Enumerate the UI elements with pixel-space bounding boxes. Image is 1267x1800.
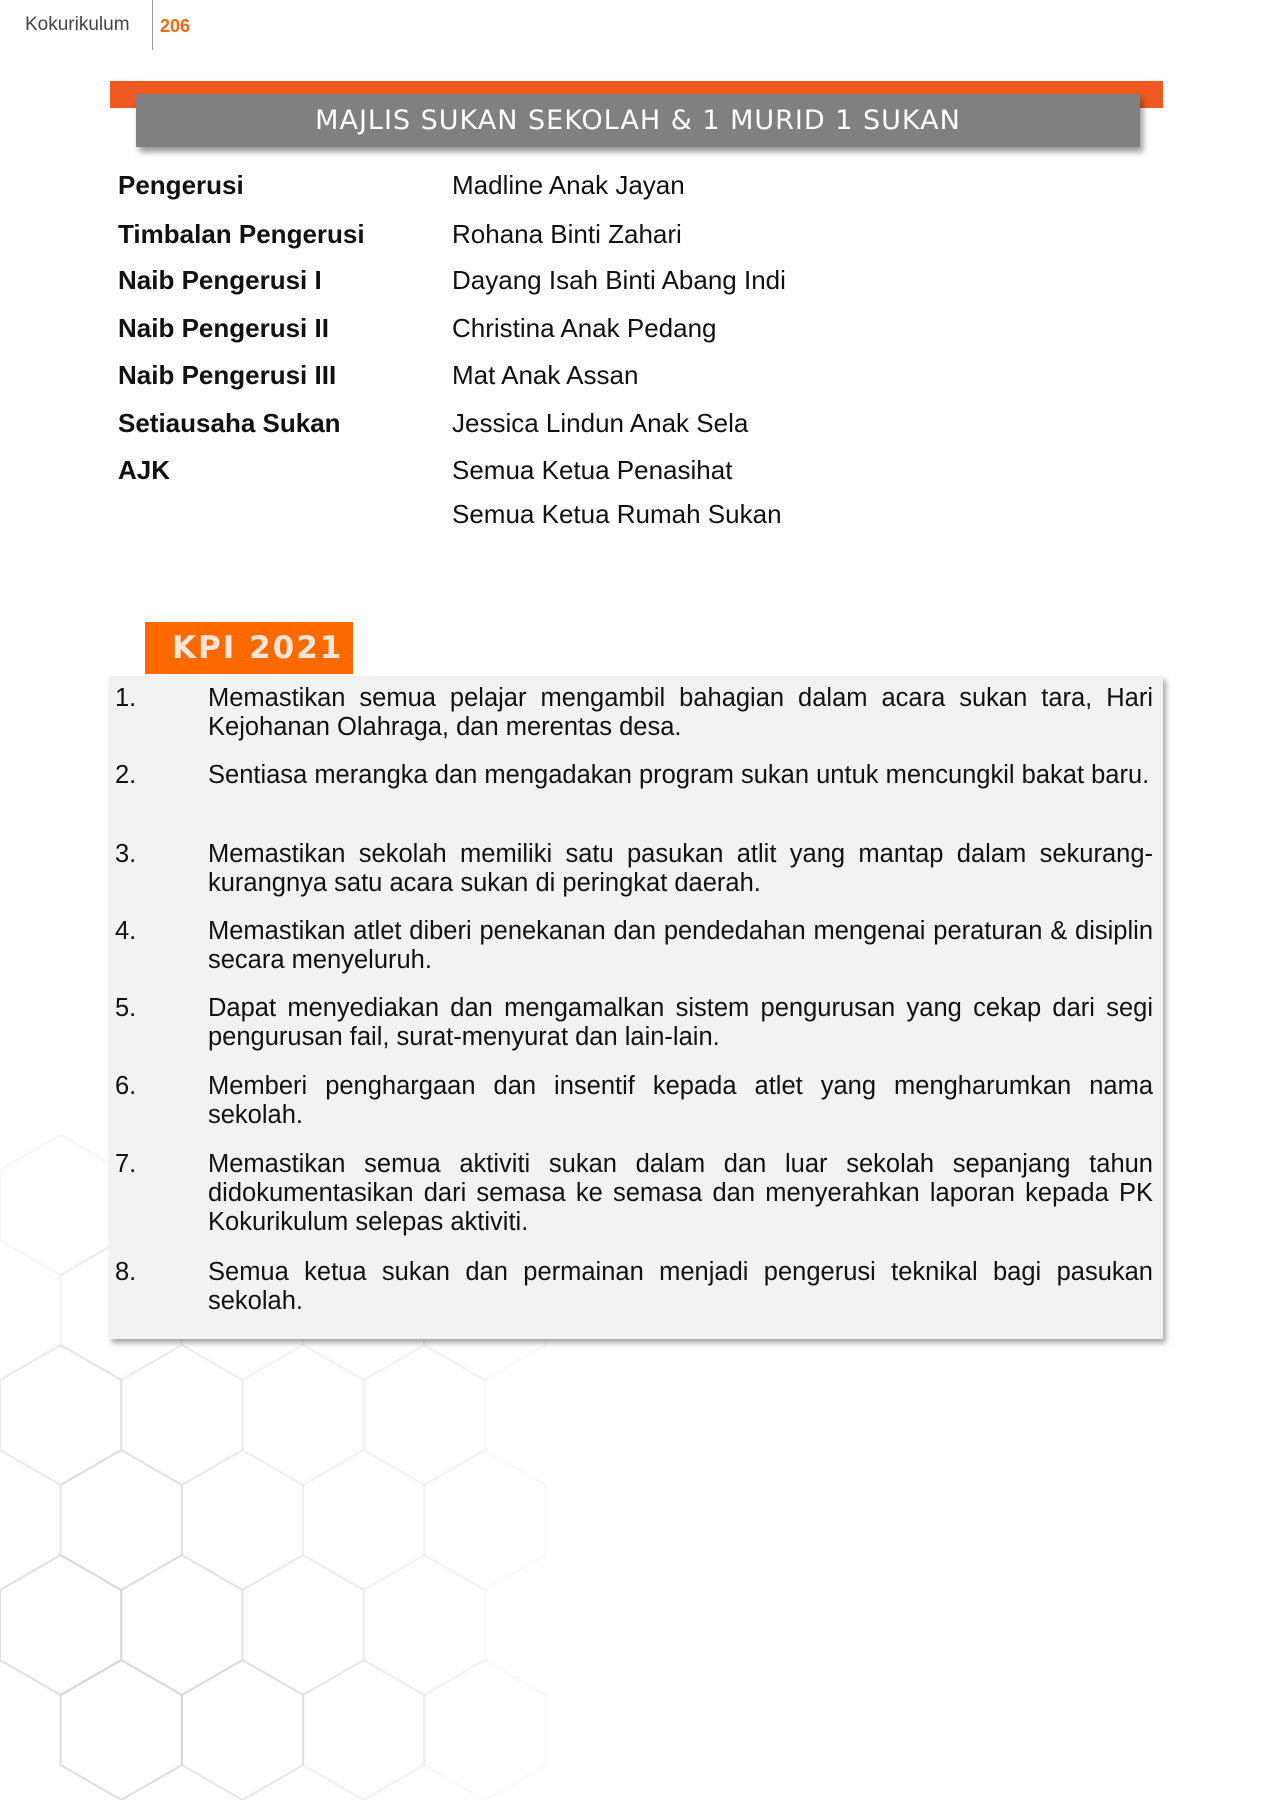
role-label: Timbalan Pengerusi (118, 219, 365, 249)
member-name: Semua Ketua Rumah Sukan (452, 499, 782, 529)
section-label: Kokurikulum (25, 14, 130, 35)
kpi-number: 6. (115, 1072, 137, 1100)
role-label: Naib Pengerusi II (118, 313, 329, 343)
kpi-number: 8. (115, 1258, 137, 1286)
kpi-number: 3. (115, 840, 137, 868)
hexagon-shape (364, 1345, 485, 1485)
kpi-number: 2. (115, 761, 137, 789)
kpi-text: Semua ketua sukan dan permainan menjadi pengerusi teknikal bagi pasukan sekolah. (208, 1258, 1153, 1315)
member-name: Christina Anak Pedang (452, 313, 717, 343)
kpi-text: Dapat menyediakan dan mengamalkan sistem pengurusan yang cekap dari segi pengurusan fail, surat-menyurat dan lain-lain. (208, 994, 1153, 1051)
hexagon-shape (243, 1555, 364, 1695)
role-label: Setiausaha Sukan (118, 408, 341, 438)
page-title: MAJLIS SUKAN SEKOLAH & 1 MURID 1 SUKAN (136, 94, 1140, 147)
page-number: 206 (160, 16, 191, 36)
member-name: Semua Ketua Penasihat (452, 455, 733, 485)
kpi-text: Memastikan atlet diberi penekanan dan pendedahan mengenai peraturan & disiplin secara menyeluruh. (208, 917, 1153, 974)
role-label: AJK (118, 455, 171, 485)
kpi-text: Memastikan sekolah memiliki satu pasukan atlit yang mantap dalam sekurang-kurangnya satu acara sukan di peringkat daerah. (208, 840, 1153, 897)
hexagon-shape (364, 1555, 485, 1695)
hexagon-shape (0, 1555, 121, 1695)
member-name: Jessica Lindun Anak Sela (452, 408, 749, 438)
member-name: Mat Anak Assan (452, 360, 639, 390)
member-name: Rohana Binti Zahari (452, 219, 682, 249)
kpi-number: 7. (115, 1150, 137, 1178)
hexagon-shape (182, 1450, 303, 1590)
kpi-text: Sentiasa merangka dan mengadakan program sukan untuk mencungkil bakat baru. (208, 761, 1150, 789)
hexagon-shape (121, 1345, 242, 1485)
role-label: Pengerusi (118, 170, 244, 200)
hexagon-shape (0, 1135, 121, 1275)
hexagon-shape (424, 1660, 545, 1800)
kpi-heading: KPI 2021 (145, 622, 353, 674)
kpi-text: Memastikan semua aktiviti sukan dalam dan luar sekolah sepanjang tahun didokumentasikan dari semasa ke semasa dan menyerahkan laporan kepada PK Kokurikulum selepas aktiviti. (208, 1150, 1153, 1236)
kpi-text: Memastikan semua pelajar mengambil bahagian dalam acara sukan tara, Hari Kejohanan Olahraga, dan merentas desa. (208, 684, 1153, 741)
hexagon-shape (61, 1450, 182, 1590)
hexagon-shape (121, 1555, 242, 1695)
kpi-number: 5. (115, 994, 137, 1022)
member-name: Madline Anak Jayan (452, 170, 685, 200)
kpi-panel (109, 676, 1163, 1339)
kpi-number: 1. (115, 684, 137, 712)
hexagon-shape (0, 1345, 121, 1485)
hexagon-shape (303, 1660, 424, 1800)
hexagon-shape (243, 1345, 364, 1485)
header-divider (152, 0, 153, 50)
kpi-number: 4. (115, 917, 137, 945)
member-name: Dayang Isah Binti Abang Indi (452, 265, 786, 295)
hexagon-shape (61, 1660, 182, 1800)
kpi-text: Memberi penghargaan dan insentif kepada atlet yang mengharumkan nama sekolah. (208, 1072, 1153, 1129)
hexagon-shape (303, 1450, 424, 1590)
hexagon-shape (182, 1660, 303, 1800)
hexagon-shape (424, 1450, 545, 1590)
role-label: Naib Pengerusi I (118, 265, 322, 295)
role-label: Naib Pengerusi III (118, 360, 337, 390)
